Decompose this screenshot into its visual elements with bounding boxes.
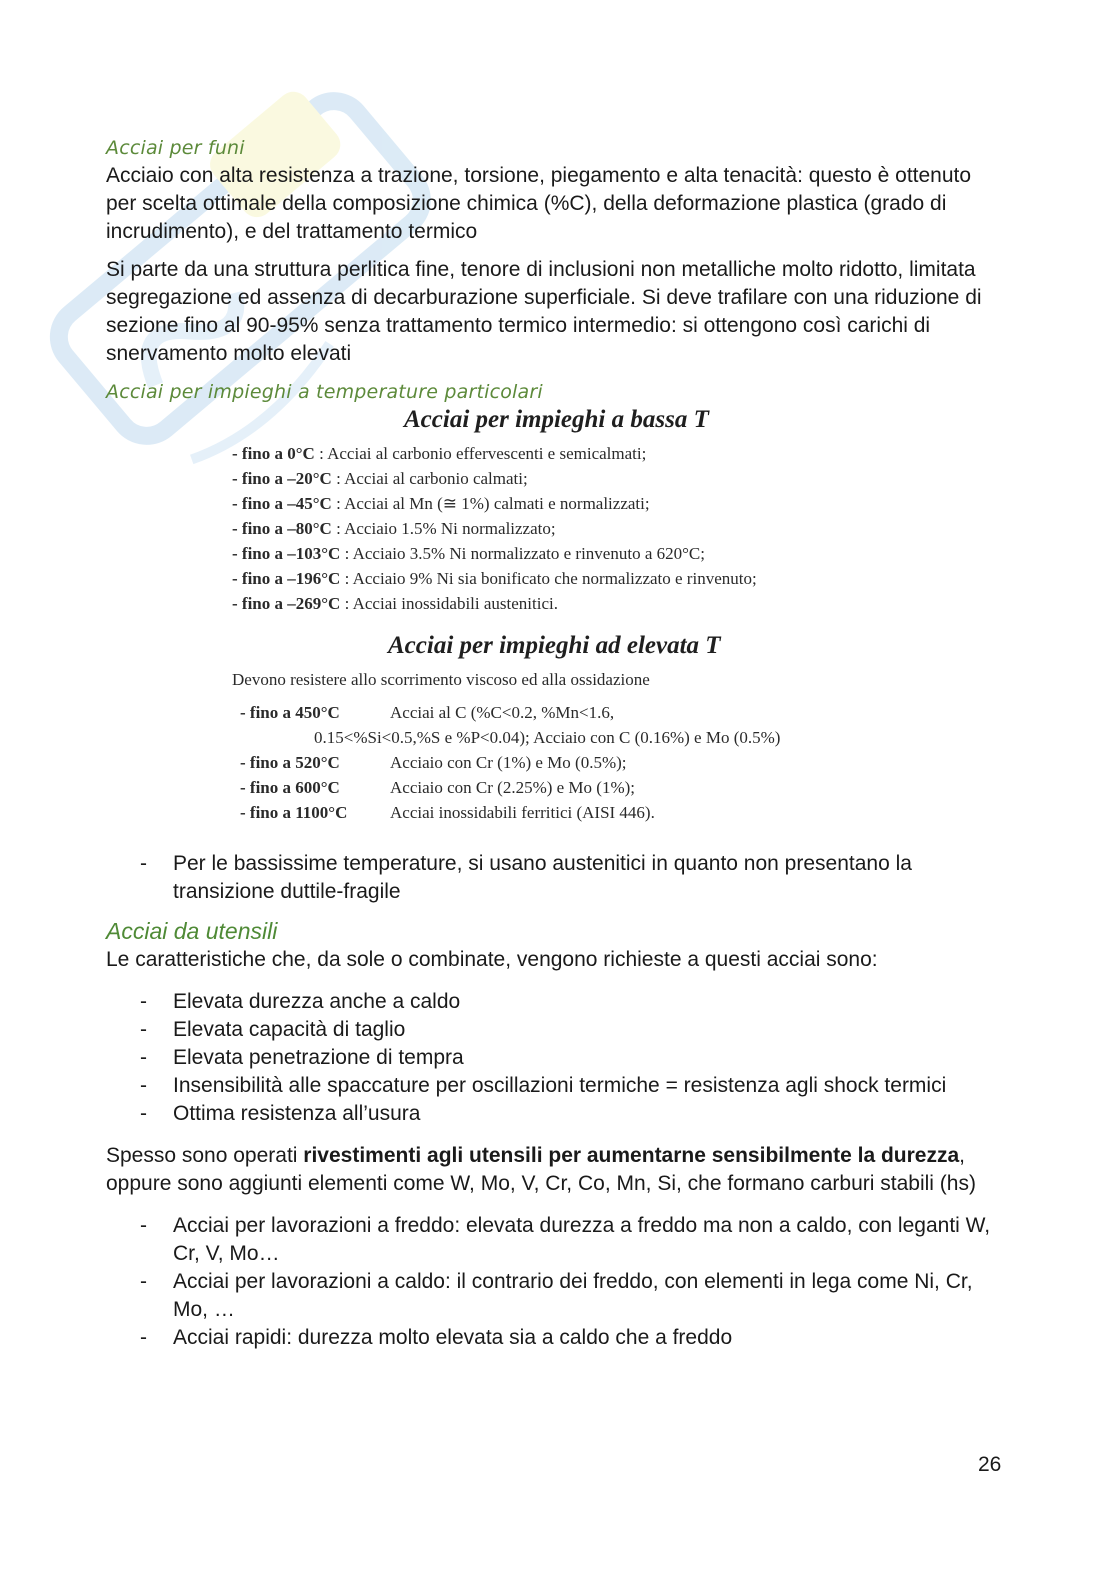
temperature-bullet-list: [106, 850, 1006, 906]
heading-temperature-particolari: Acciai per impieghi a temperature particolari: [106, 381, 543, 403]
high-temp-row: - fino a 450°C: [240, 703, 340, 722]
low-temp-row: - fino a 0°C : Acciai al carbonio effervescenti e semicalmati;: [232, 444, 647, 463]
high-temp-row: - fino a 600°C: [240, 778, 340, 797]
low-temp-row: - fino a –45°C : Acciai al Mn (≅ 1%) calmati e normalizzati;: [232, 494, 650, 513]
low-temp-row: - fino a –196°C : Acciaio 9% Ni sia bonificato che normalizzato e rinvenuto;: [232, 569, 757, 588]
low-temp-row: - fino a –80°C : Acciaio 1.5% Ni normalizzato;: [232, 519, 556, 538]
funi-paragraph-1: Acciaio con alta resistenza a trazione, torsione, piegamento e alta tenacità: questo è ottenuto per scelta ottimale della composizione chimica (%C), della deformazione plastica (grado di incrudimento), e del trattamento termico: [106, 164, 972, 243]
high-temp-row: - fino a 1100°C: [240, 803, 348, 822]
heading-acciai-da-utensili: Acciai da utensili: [106, 918, 278, 944]
high-temp-row-text: Acciai al C (%C<0.2, %Mn<1.6,: [390, 703, 615, 722]
utensili-paragraph: Spesso sono operati rivestimenti agli utensili per aumentarne sensibilmente la durezza, oppure sono aggiunti elementi come W, Mo, V, Cr, Co, Mn, Si, che formano carburi stabili (hs): [106, 1144, 976, 1195]
high-temp-intro: Devono resistere allo scorrimento viscoso ed alla ossidazione: [232, 670, 650, 689]
list-item: - Acciai rapidi: durezza molto elevata sia a caldo che a freddo: [140, 1326, 733, 1349]
list-item: - Per le bassissime temperature, si usano austenitici in quanto non presentano la transizione duttile-fragile: [140, 852, 912, 903]
page-content: [106, 134, 1006, 1352]
list-item: - Elevata penetrazione di tempra: [140, 1046, 464, 1069]
high-temp-title: Acciai per impieghi ad elevata T: [388, 632, 721, 659]
heading-acciai-per-funi: Acciai per funi: [106, 137, 245, 159]
utensili-intro: Le caratteristiche che, da sole o combinate, vengono richieste a questi acciai sono:: [106, 948, 878, 971]
high-temp-row-text: Acciaio con Cr (1%) e Mo (0.5%);: [390, 753, 627, 772]
high-temp-row: - fino a 520°C: [240, 753, 340, 772]
high-temp-row-text: 0.15<%Si<0.5,%S e %P<0.04); Acciaio con C (0.16%) e Mo (0.5%): [314, 728, 781, 747]
low-temp-row: - fino a –20°C : Acciai al carbonio calmati;: [232, 469, 528, 488]
list-item: - Ottima resistenza all’usura: [140, 1102, 421, 1125]
funi-paragraph-2: Si parte da una struttura perlitica fine, tenore di inclusioni non metalliche molto ridotto, limitata segregazione ed assenza di decarburazione superficiale. Si deve trafilare con una riduzione di sezione fino al 90-95% senza trattamento termico intermedio: si ottengono così carichi di snervamento molto elevati: [106, 258, 982, 365]
list-item: - Elevata capacità di taglio: [140, 1018, 406, 1041]
low-temp-title: Acciai per impieghi a bassa T: [404, 406, 709, 433]
high-temp-row-text: Acciaio con Cr (2.25%) e Mo (1%);: [390, 778, 636, 797]
low-temp-row: - fino a –269°C : Acciai inossidabili austenitici.: [232, 594, 558, 613]
list-item: - Elevata durezza anche a caldo: [140, 990, 461, 1013]
utensili-features-list: [106, 988, 1006, 1128]
utensili-types-list: [106, 1212, 1006, 1352]
list-item: - Acciai per lavorazioni a freddo: elevata durezza a freddo ma non a caldo, con leganti W, Cr, V, Mo…: [140, 1214, 991, 1265]
list-item: - Insensibilità alle spaccature per oscillazioni termiche = resistenza agli shock termici: [140, 1074, 947, 1097]
high-temp-row-text: Acciai inossidabili ferritici (AISI 446).: [390, 803, 655, 822]
page-number: 26: [978, 1453, 1002, 1476]
low-temp-row: - fino a –103°C : Acciaio 3.5% Ni normalizzato e rinvenuto a 620°C;: [232, 544, 705, 563]
list-item: - Acciai per lavorazioni a caldo: il contrario dei freddo, con elementi in lega come Ni, Cr, Mo, …: [140, 1270, 973, 1321]
temperature-table-figure: [0, 406, 900, 836]
